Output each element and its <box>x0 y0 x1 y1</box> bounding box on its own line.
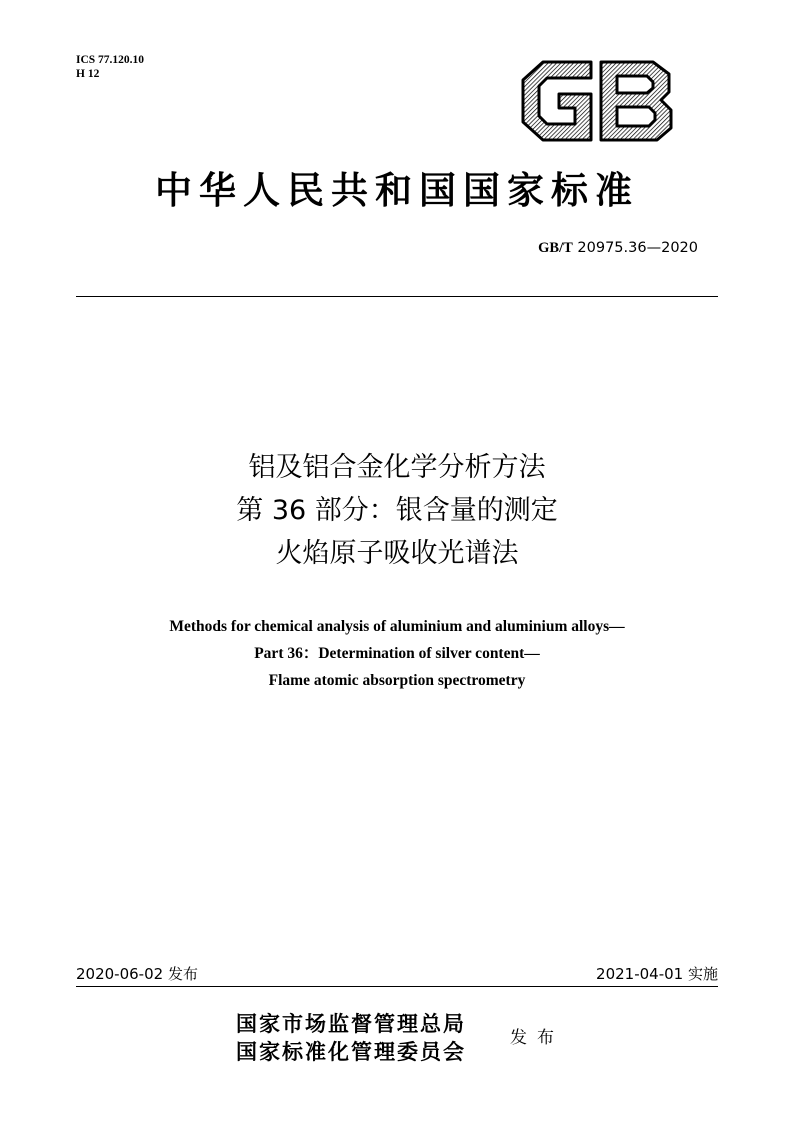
english-title <box>0 613 794 694</box>
chinese-title-line-1: 铝及铝合金化学分析方法 <box>248 452 546 483</box>
publisher-samr: 国家市场监督管理总局 <box>236 1011 466 1036</box>
svg-text:GB: GB <box>521 60 523 61</box>
standard-prefix: GB/T <box>538 240 573 256</box>
top-divider <box>76 296 718 297</box>
chinese-title <box>0 446 794 575</box>
english-title-line-3: Flame atomic absorption spectrometry <box>268 672 526 689</box>
english-title-line-1: Methods for chemical analysis of aluminium and aluminium alloys— <box>169 618 625 635</box>
chinese-title-line-2: 第 36 部分：银含量的测定 <box>236 495 558 526</box>
standard-number <box>538 240 698 257</box>
classification-codes <box>76 53 144 81</box>
publisher-sac: 国家标准化管理委员会 <box>236 1039 466 1064</box>
ccs-code: H 12 <box>76 68 100 80</box>
issue-label: 发布 <box>510 1028 564 1048</box>
gb-logo <box>521 60 673 142</box>
bottom-divider <box>76 986 718 987</box>
english-title-line-2: Part 36：Determination of silver content— <box>254 645 540 662</box>
chinese-title-line-3: 火焰原子吸收光谱法 <box>275 538 519 569</box>
release-date: 2020-06-02 发布 <box>76 965 198 983</box>
ics-code: ICS 77.120.10 <box>76 54 145 66</box>
standard-code: 20975.36—2020 <box>577 240 698 256</box>
publishing-authorities <box>236 1010 466 1066</box>
implementation-date: 2021-04-01 实施 <box>596 965 718 983</box>
agency-title: 中华人民共和国国家标准 <box>155 168 639 212</box>
